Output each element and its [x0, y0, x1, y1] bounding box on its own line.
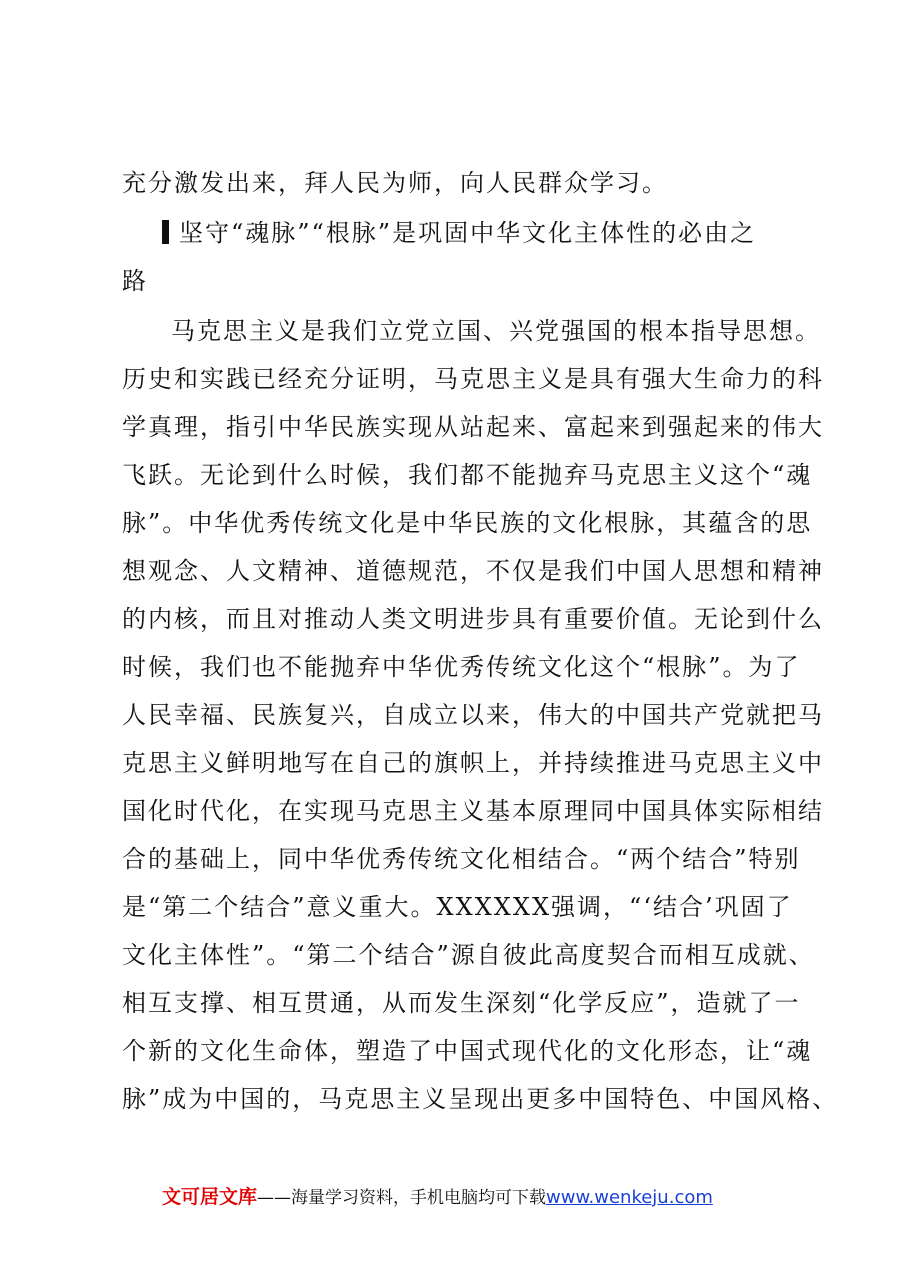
paragraph-line: 马克思主义是我们立党立国、兴党强国的根本指导思想。 [171, 317, 821, 345]
heading-marker-bar [162, 220, 169, 244]
paragraph-line: 合的基础上，同中华优秀传统文化相结合。“两个结合”特别 [122, 845, 801, 873]
footer-website-link[interactable]: www.wenkeju.com [546, 1187, 713, 1208]
footer-tagline: ——海量学习资料，手机电脑均可下载 [257, 1188, 547, 1208]
paragraph-line: 克思主义鲜明地写在自己的旗帜上，并持续推进马克思主义中 [122, 749, 824, 777]
paragraph-line: 想观念、人文精神、道德规范，不仅是我们中国人思想和精神 [122, 557, 824, 585]
paragraph-line: 脉”。中华优秀传统文化是中华民族的文化根脉，其蕴含的思 [122, 509, 813, 537]
section-heading [162, 216, 756, 250]
footer-brand: 文可居文库 [162, 1186, 258, 1208]
section-heading-continuation: 路 [122, 267, 148, 295]
paragraph-line: 时候，我们也不能抛弃中华优秀传统文化这个“根脉”。为了 [122, 653, 801, 681]
section-heading-text: 坚守“魂脉”“根脉”是巩固中华文化主体性的必由之 [179, 219, 757, 247]
paragraph-line: 历史和实践已经充分证明，马克思主义是具有强大生命力的科 [122, 365, 824, 393]
paragraph-line: 个新的文化生命体，塑造了中国式现代化的文化形态，让“魂 [122, 1037, 813, 1065]
paragraph-line: 相互支撑、相互贯通，从而发生深刻“化学反应”，造就了一 [122, 989, 801, 1017]
footer-banner [162, 1182, 802, 1212]
paragraph-line: 是“第二个结合”意义重大。XXXXXX强调，“‘结合’巩固了 [122, 893, 793, 921]
paragraph-line: 文化主体性”。“第二个结合”源自彼此高度契合而相互成就、 [122, 941, 815, 969]
intro-line: 充分激发出来，拜人民为师，向人民群众学习。 [122, 169, 668, 197]
paragraph-line: 的内核，而且对推动人类文明进步具有重要价值。无论到什么 [122, 605, 824, 633]
paragraph-line: 脉”成为中国的，马克思主义呈现出更多中国特色、中国风格、 [122, 1085, 839, 1113]
paragraph-line: 人民幸福、民族复兴，自成立以来，伟大的中国共产党就把马 [122, 701, 824, 729]
paragraph-line: 国化时代化，在实现马克思主义基本原理同中国具体实际相结 [122, 797, 824, 825]
paragraph-line: 学真理，指引中华民族实现从站起来、富起来到强起来的伟大 [122, 413, 824, 441]
paragraph-line: 飞跃。无论到什么时候，我们都不能抛弃马克思主义这个“魂 [122, 461, 813, 489]
